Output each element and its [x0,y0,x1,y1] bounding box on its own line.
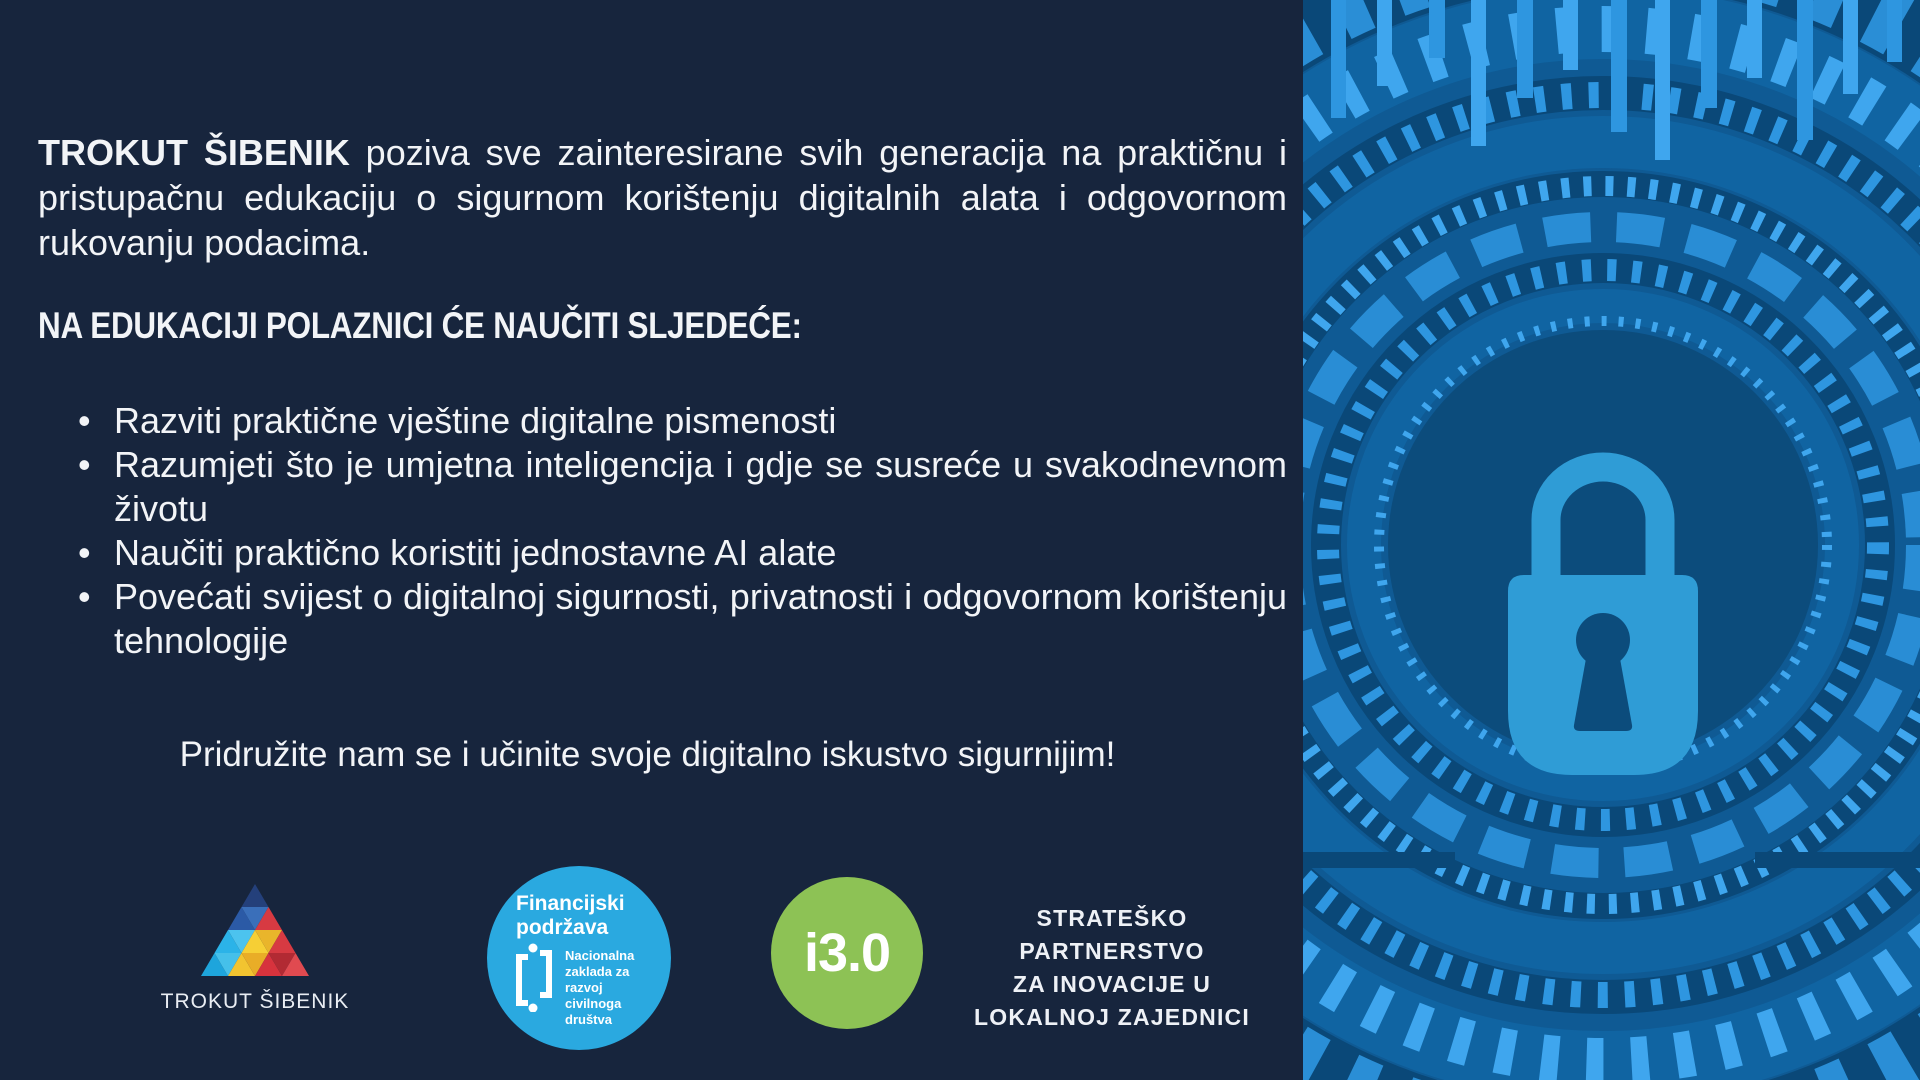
i30-logo-label: i3.0 [803,923,891,983]
partnership-line: LOKALNOJ ZAJEDNICI [974,1004,1250,1030]
trokut-sibenik-logo [160,882,350,1014]
triangle-mosaic-icon [199,882,311,978]
zaklada-logo-circle [487,866,671,1050]
bullet-text: Naučiti praktično koristiti jednostavne AI alate [114,532,837,573]
zaklada-org-name [565,948,634,1028]
list-item [38,531,1287,575]
list-item [38,575,1287,663]
tagline: Pridružite nam se i učinite svoje digitalno iskustvo sigurnijim! [179,735,1116,774]
section-heading: NA EDUKACIJI POLAZNICI ĆE NAUČITI SLJEDEĆE: [38,305,802,346]
bullet-text: Razviti praktične vještine digitalne pismenosti [114,400,837,441]
learning-bullet-list [38,399,1287,663]
zaklada-org-line: razvoj [565,980,603,995]
intro-paragraph [38,130,1287,265]
cyber-lock-artwork [1303,0,1920,1080]
bracket-dots-icon [513,942,555,1012]
list-item [38,399,1287,443]
padlock-tech-illustration [1303,0,1920,1080]
zaklada-org-line: Nacionalna [565,948,635,963]
partnership-caption [942,902,1282,1034]
bullet-dot-icon: • [78,400,91,441]
bullet-dot-icon: • [78,576,91,617]
i30-logo-circle [771,877,923,1029]
zaklada-support-line: podržava [516,916,609,939]
zaklada-support-line: Financijski [516,892,625,915]
intro-org-name: TROKUT ŠIBENIK [38,132,350,173]
intro-text: poziva sve zainteresirane svih generacija na praktičnu i pristupačnu edukaciju o sigurnom korištenju digitalnih alata i odgovornom rukovanju podacima. [38,132,1287,263]
bullet-dot-icon: • [78,532,91,573]
list-item [38,443,1287,531]
zaklada-org-line: zaklada za [565,964,630,979]
bullet-dot-icon: • [78,444,91,485]
partnership-line: STRATEŠKO PARTNERSTVO [1019,905,1205,964]
trokut-logo-label: TROKUT ŠIBENIK [160,990,350,1013]
bullet-text: Razumjeti što je umjetna inteligencija i gdje se susreće u svakodnevnom životu [114,444,1287,529]
partnership-line: ZA INOVACIJE U [1012,971,1212,997]
zaklada-org-line: civilnoga [565,996,622,1011]
bullet-text: Povećati svijest o digitalnoj sigurnosti, privatnosti i odgovornom korištenju tehnologije [114,576,1287,661]
zaklada-support-text [516,892,625,940]
zaklada-org-line: društva [565,1012,612,1027]
